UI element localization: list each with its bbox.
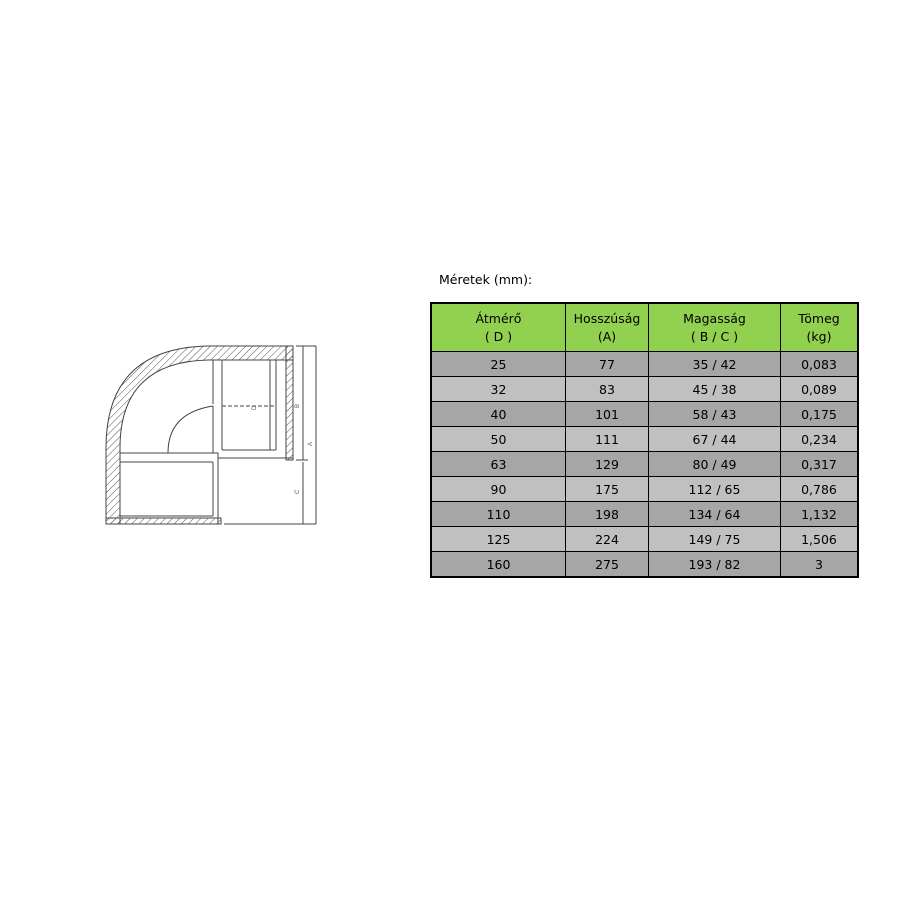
table-row — [431, 377, 858, 402]
elbow-fitting-drawing — [98, 338, 330, 532]
cell-length: 198 — [566, 502, 649, 527]
elbow-outer-wall — [106, 346, 293, 524]
cell-height: 134 / 64 — [649, 502, 781, 527]
cell-length: 83 — [566, 377, 649, 402]
cell-height: 45 / 38 — [649, 377, 781, 402]
cell-height: 80 / 49 — [649, 452, 781, 477]
cell-diameter: 32 — [431, 377, 566, 402]
cell-weight: 0,786 — [781, 477, 859, 502]
header-weight: Tömeg (kg) — [781, 303, 859, 352]
cell-weight: 0,317 — [781, 452, 859, 477]
cell-length: 77 — [566, 352, 649, 377]
cell-diameter: 50 — [431, 427, 566, 452]
header-height: Magasság ( B / C ) — [649, 303, 781, 352]
cell-height: 58 / 43 — [649, 402, 781, 427]
cell-length: 111 — [566, 427, 649, 452]
table-row — [431, 527, 858, 552]
cell-diameter: 125 — [431, 527, 566, 552]
cell-weight: 0,089 — [781, 377, 859, 402]
cell-weight: 3 — [781, 552, 859, 578]
table-row — [431, 352, 858, 377]
dimension-label-c: C — [295, 489, 301, 494]
cell-weight: 0,175 — [781, 402, 859, 427]
cell-height: 35 / 42 — [649, 352, 781, 377]
cell-weight: 0,234 — [781, 427, 859, 452]
table-row — [431, 477, 858, 502]
cell-length: 129 — [566, 452, 649, 477]
table-row — [431, 552, 858, 578]
dimension-label-d: D — [252, 405, 258, 410]
dimension-label-a: A — [308, 441, 314, 446]
cell-height: 149 / 75 — [649, 527, 781, 552]
cell-length: 224 — [566, 527, 649, 552]
cell-diameter: 63 — [431, 452, 566, 477]
cell-diameter: 25 — [431, 352, 566, 377]
dimensions-table — [430, 302, 859, 578]
cell-height: 67 / 44 — [649, 427, 781, 452]
cell-weight: 1,506 — [781, 527, 859, 552]
table-row — [431, 452, 858, 477]
cell-diameter: 160 — [431, 552, 566, 578]
dimension-label-b: B — [295, 403, 301, 408]
table-row — [431, 402, 858, 427]
dimensions-caption: Méretek (mm): — [439, 272, 533, 287]
cell-weight: 0,083 — [781, 352, 859, 377]
cell-length: 101 — [566, 402, 649, 427]
cell-diameter: 90 — [431, 477, 566, 502]
cell-weight: 1,132 — [781, 502, 859, 527]
cell-height: 193 / 82 — [649, 552, 781, 578]
header-length: Hosszúság (A) — [566, 303, 649, 352]
cell-length: 275 — [566, 552, 649, 578]
table-row — [431, 502, 858, 527]
cell-diameter: 40 — [431, 402, 566, 427]
table-header-row — [431, 303, 858, 352]
cell-diameter: 110 — [431, 502, 566, 527]
cell-length: 175 — [566, 477, 649, 502]
header-diameter: Átmérő ( D ) — [431, 303, 566, 352]
table-row — [431, 427, 858, 452]
cell-height: 112 / 65 — [649, 477, 781, 502]
